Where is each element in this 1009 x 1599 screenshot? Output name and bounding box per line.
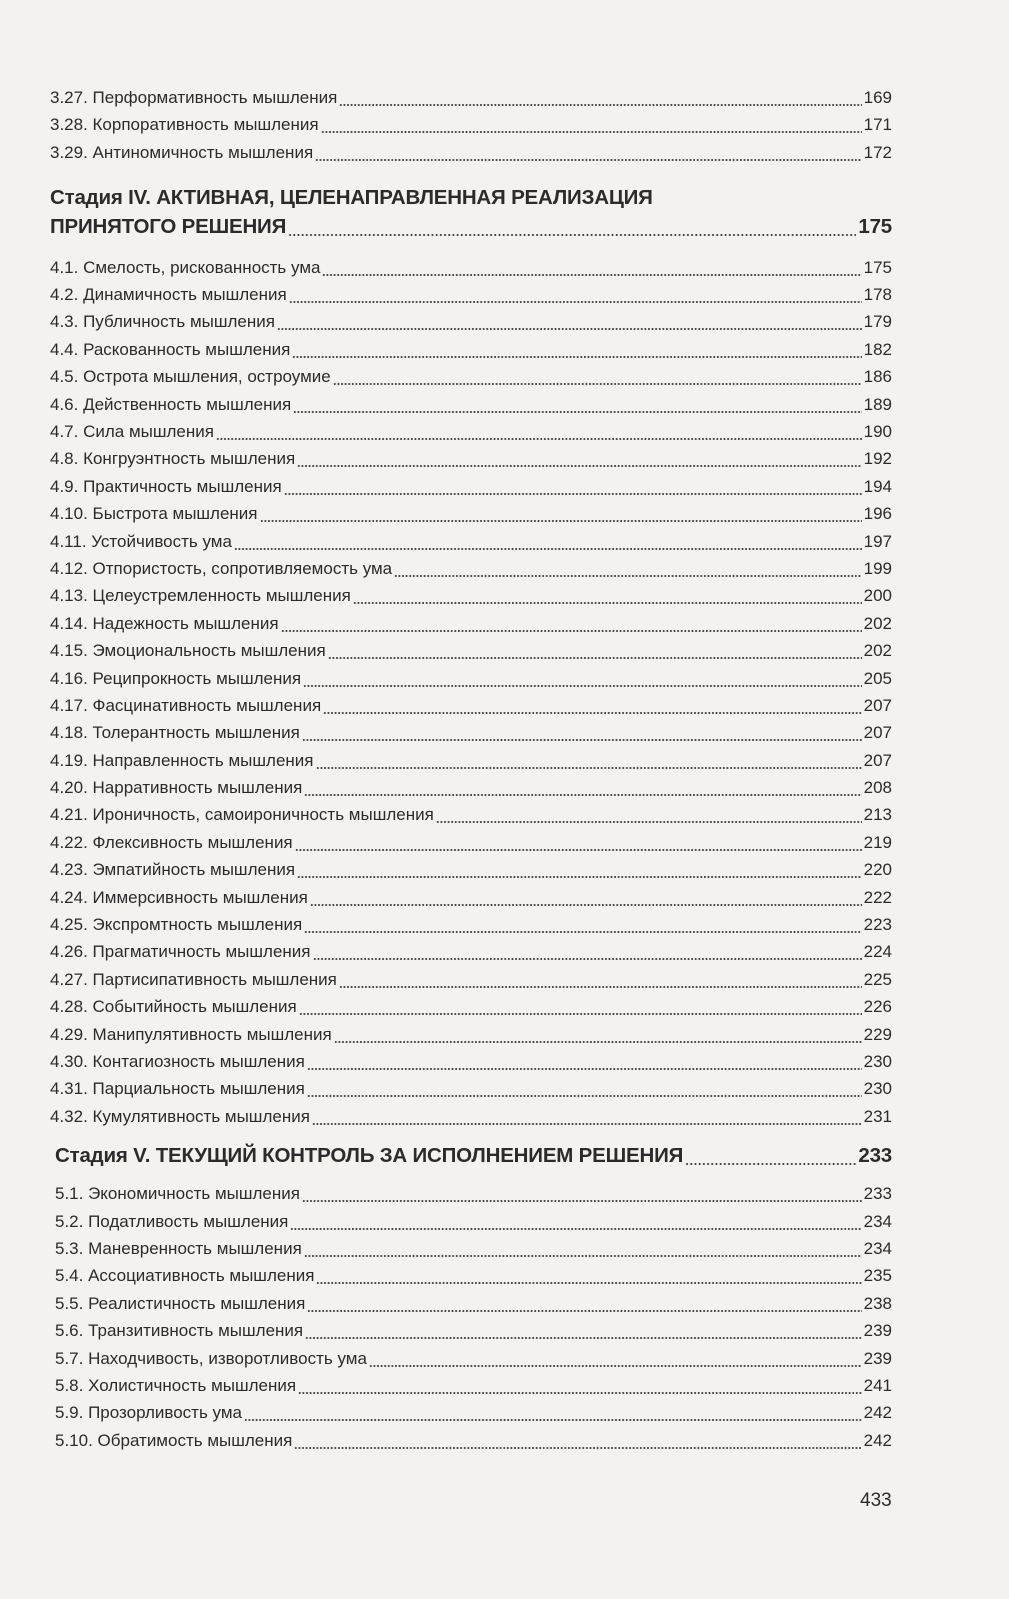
dot-leader — [289, 281, 862, 308]
toc-entry — [50, 528, 892, 555]
toc-entry-title: 4.3. Публичность мышления — [50, 312, 275, 332]
toc-entry-title: 4.6. Действенность мышления — [50, 394, 292, 414]
dot-leader — [292, 336, 861, 363]
toc-entry-title: 4.15. Эмоциональность мышления — [50, 641, 326, 661]
toc-entry-page: 179 — [863, 312, 892, 332]
toc-entry-title: 4.19. Направленность мышления — [50, 750, 314, 770]
toc-entry-title: 4.13. Целеустремленность мышления — [50, 586, 351, 606]
toc-entry — [50, 637, 892, 664]
dot-leader — [297, 856, 862, 883]
toc-entry-title: 4.2. Динамичность мышления — [50, 285, 287, 305]
toc-entry-page: 222 — [863, 887, 892, 907]
dot-leader — [310, 884, 862, 911]
toc-entry — [55, 1372, 892, 1399]
toc-entry-title: 4.5. Острота мышления, остроумие — [50, 367, 331, 387]
toc-entry-page: 223 — [863, 915, 892, 935]
stage-5-page: 233 — [858, 1144, 892, 1168]
toc-entry — [50, 582, 892, 609]
toc-entry-title: 4.24. Иммерсивность мышления — [50, 887, 308, 907]
toc-entry-page: 219 — [863, 832, 892, 852]
dot-leader — [334, 1021, 862, 1048]
toc-entry-page: 230 — [863, 1079, 892, 1099]
toc-entry-title: 5.5. Реалистичность мышления — [55, 1293, 306, 1313]
toc-entry-title: 4.17. Фасцинативность мышления — [50, 695, 322, 715]
dot-leader — [436, 801, 862, 828]
toc-entry-title: 4.10. Быстрота мышления — [50, 504, 258, 524]
toc-entry — [50, 418, 892, 445]
toc-entry-page: 225 — [863, 969, 892, 989]
toc-entry — [50, 829, 892, 856]
toc-entry-page: 200 — [863, 586, 892, 606]
toc-entry-page: 207 — [863, 723, 892, 743]
dot-leader — [369, 1345, 862, 1372]
dot-leader — [307, 1290, 861, 1317]
dot-leader — [312, 1103, 862, 1130]
toc-entry-page: 242 — [863, 1430, 892, 1450]
dot-leader — [281, 610, 862, 637]
toc-entry — [55, 1180, 892, 1207]
toc-entry-title: 4.1. Смелость, рискованность ума — [50, 257, 321, 277]
toc-section-5 — [55, 1180, 892, 1454]
toc-entry — [50, 911, 892, 938]
toc-entry-title: 3.29. Антиномичность мышления — [50, 142, 314, 162]
table-of-contents — [50, 84, 892, 1454]
toc-entry-page: 199 — [863, 558, 892, 578]
toc-entry-title: 5.9. Прозорливость ума — [55, 1403, 242, 1423]
dot-leader — [316, 747, 862, 774]
stage-5-heading — [55, 1141, 892, 1170]
toc-entry-page: 207 — [863, 695, 892, 715]
toc-entry-page: 197 — [863, 531, 892, 551]
dot-leader — [290, 1208, 861, 1235]
toc-entry-title: 4.8. Конгруэнтность мышления — [50, 449, 296, 469]
toc-entry — [50, 111, 892, 138]
toc-entry-page: 190 — [863, 422, 892, 441]
toc-entry-title: 4.7. Сила мышления — [50, 422, 214, 441]
dot-leader — [333, 363, 862, 390]
toc-entry-title: 4.31. Парциальность мышления — [50, 1079, 305, 1099]
dot-leader — [234, 528, 862, 555]
stage-4-heading-line1 — [50, 183, 892, 212]
dot-leader — [216, 418, 862, 445]
toc-entry-page: 239 — [863, 1348, 892, 1368]
toc-entry — [50, 281, 892, 308]
toc-entry — [55, 1290, 892, 1317]
toc-entry-page: 235 — [863, 1266, 892, 1286]
toc-entry — [55, 1262, 892, 1289]
dot-leader — [394, 555, 861, 582]
toc-entry-page: 202 — [863, 613, 892, 633]
toc-entry-title: 4.25. Экспромтность мышления — [50, 915, 303, 935]
toc-entry-title: 5.1. Экономичность мышления — [55, 1184, 300, 1204]
toc-entry-title: 4.27. Партисипативность мышления — [50, 969, 337, 989]
toc-entry-page: 224 — [863, 942, 892, 962]
dot-leader — [294, 1427, 861, 1454]
toc-entry — [55, 1427, 892, 1454]
toc-entry — [50, 363, 892, 390]
toc-entry — [50, 884, 892, 911]
toc-entry-title: 4.14. Надежность мышления — [50, 613, 279, 633]
toc-entry-page: 213 — [863, 805, 892, 825]
toc-entry — [50, 473, 892, 500]
stage-4-heading-line2 — [50, 212, 892, 241]
toc-entry-title: 5.6. Транзитивность мышления — [55, 1321, 304, 1341]
toc-entry-title: 4.29. Манипулятивность мышления — [50, 1024, 332, 1044]
toc-entry-page: 238 — [863, 1293, 892, 1313]
dot-leader — [277, 308, 862, 335]
toc-entry — [50, 856, 892, 883]
toc-entry — [50, 308, 892, 335]
stage-4-page: 175 — [858, 215, 892, 239]
toc-entry-title: 4.12. Отпористость, сопротивляемость ума — [50, 558, 393, 578]
stage-5-heading-line — [55, 1141, 892, 1170]
toc-entry-page: 234 — [863, 1238, 892, 1258]
toc-entry-page: 231 — [863, 1106, 892, 1126]
toc-entry — [50, 665, 892, 692]
dot-leader — [244, 1399, 862, 1426]
toc-entry — [50, 445, 892, 472]
toc-entry — [50, 747, 892, 774]
toc-entry-title: 5.8. Холистичность мышления — [55, 1375, 297, 1395]
dot-leader — [304, 774, 861, 801]
toc-entry — [50, 719, 892, 746]
toc-entry-page: 196 — [863, 504, 892, 524]
dot-leader — [284, 473, 862, 500]
dot-leader — [316, 1262, 861, 1289]
toc-entry-title: 4.28. Событийность мышления — [50, 997, 297, 1017]
toc-entry-title: 5.7. Находчивость, изворотливость ума — [55, 1348, 367, 1368]
toc-entry — [50, 1048, 892, 1075]
toc-entry — [50, 139, 892, 166]
toc-entry-title: 4.22. Флексивность мышления — [50, 832, 293, 852]
toc-entry-title: 4.16. Реципрокность мышления — [50, 668, 302, 688]
toc-entry — [50, 1021, 892, 1048]
dot-leader — [322, 254, 861, 281]
toc-entry-title: 4.21. Ироничность, самоироничность мышления — [50, 805, 434, 825]
dot-leader — [353, 582, 862, 609]
stage-4-title-line1: Стадия IV. АКТИВНАЯ, ЦЕЛЕНАПРАВЛЕННАЯ РЕАЛИЗАЦИЯ — [50, 186, 653, 210]
toc-entry — [55, 1235, 892, 1262]
toc-entry — [50, 774, 892, 801]
toc-entry — [50, 1075, 892, 1102]
toc-entry — [55, 1208, 892, 1235]
dot-leader — [302, 1180, 862, 1207]
toc-entry-page: 230 — [863, 1051, 892, 1071]
dot-leader — [323, 692, 861, 719]
toc-entry-page: 229 — [863, 1024, 892, 1044]
toc-entry-page: 202 — [863, 641, 892, 661]
dot-leader — [297, 445, 861, 472]
toc-entry-title: 5.2. Податливость мышления — [55, 1211, 289, 1231]
toc-entry-page: 169 — [863, 87, 892, 107]
dot-leader — [307, 1048, 862, 1075]
toc-entry — [50, 391, 892, 418]
toc-entry-page: 178 — [863, 285, 892, 305]
toc-entry-page: 208 — [863, 778, 892, 798]
dot-leader — [339, 966, 862, 993]
toc-entry — [50, 500, 892, 527]
toc-entry — [50, 84, 892, 111]
stage-4-heading — [50, 183, 892, 241]
page-number: 433 — [860, 1490, 892, 1511]
toc-entry-title: 4.11. Устойчивость ума — [50, 531, 232, 551]
toc-entry-title: 4.18. Толерантность мышления — [50, 723, 300, 743]
toc-entry — [50, 938, 892, 965]
toc-entry-page: 239 — [863, 1321, 892, 1341]
toc-entry — [50, 692, 892, 719]
toc-section-3 — [50, 84, 892, 166]
dot-leader — [339, 84, 861, 111]
toc-entry-page: 220 — [863, 860, 892, 880]
toc-entry — [50, 555, 892, 582]
toc-entry — [55, 1399, 892, 1426]
toc-entry-title: 3.27. Перформативность мышления — [50, 87, 338, 107]
toc-section-4 — [50, 254, 892, 1131]
dot-leader — [321, 111, 862, 138]
dot-leader — [303, 665, 862, 692]
toc-entry-title: 3.28. Корпоративность мышления — [50, 115, 319, 135]
toc-entry-page: 233 — [863, 1184, 892, 1204]
toc-entry-title: 4.23. Эмпатийность мышления — [50, 860, 296, 880]
toc-entry — [50, 966, 892, 993]
dot-leader — [328, 637, 862, 664]
toc-entry-page: 241 — [863, 1375, 892, 1395]
toc-entry-page: 234 — [863, 1211, 892, 1231]
dot-leader — [315, 139, 861, 166]
stage-5-title: Стадия V. ТЕКУЩИЙ КОНТРОЛЬ ЗА ИСПОЛНЕНИЕМ РЕШЕНИЯ — [55, 1144, 684, 1168]
toc-entry-page: 226 — [863, 997, 892, 1017]
dot-leader — [299, 993, 862, 1020]
toc-entry-title: 5.3. Маневренность мышления — [55, 1238, 302, 1258]
toc-entry — [50, 1103, 892, 1130]
toc-entry-page: 172 — [863, 142, 892, 162]
dot-leader — [305, 1317, 861, 1344]
stage-4-title-line2: ПРИНЯТОГО РЕШЕНИЯ — [50, 215, 287, 239]
toc-entry-page: 194 — [863, 476, 892, 496]
toc-entry-title: 4.26. Прагматичность мышления — [50, 942, 311, 962]
toc-entry — [50, 801, 892, 828]
dot-leader — [304, 911, 861, 938]
dot-leader — [260, 500, 862, 527]
toc-entry-page: 242 — [863, 1403, 892, 1423]
dot-leader — [298, 1372, 862, 1399]
toc-entry-page: 207 — [863, 750, 892, 770]
dot-leader — [304, 1235, 862, 1262]
toc-entry — [50, 993, 892, 1020]
toc-entry — [55, 1345, 892, 1372]
dot-leader — [302, 719, 862, 746]
dot-leader — [313, 938, 862, 965]
dot-leader — [288, 212, 856, 241]
toc-entry-title: 4.4. Раскованность мышления — [50, 339, 291, 359]
toc-entry-title: 5.10. Обратимость мышления — [55, 1430, 293, 1450]
toc-entry-title: 4.30. Контагиозность мышления — [50, 1051, 305, 1071]
dot-leader — [295, 829, 862, 856]
toc-entry — [50, 610, 892, 637]
toc-entry-title: 5.4. Ассоциативность мышления — [55, 1266, 315, 1286]
toc-entry-page: 171 — [863, 115, 892, 135]
toc-entry — [55, 1317, 892, 1344]
toc-entry-title: 4.32. Кумулятивность мышления — [50, 1106, 310, 1126]
toc-entry-page: 205 — [863, 668, 892, 688]
toc-entry-page: 186 — [863, 367, 892, 387]
dot-leader — [685, 1141, 856, 1170]
toc-entry-page: 192 — [863, 449, 892, 469]
toc-entry-page: 175 — [863, 257, 892, 277]
dot-leader — [307, 1075, 862, 1102]
toc-entry-page: 189 — [863, 394, 892, 414]
toc-entry-title: 4.20. Нарративность мышления — [50, 778, 303, 798]
dot-leader — [293, 391, 861, 418]
toc-entry — [50, 336, 892, 363]
toc-entry-title: 4.9. Практичность мышления — [50, 476, 282, 496]
toc-entry — [50, 254, 892, 281]
toc-entry-page: 182 — [863, 339, 892, 359]
